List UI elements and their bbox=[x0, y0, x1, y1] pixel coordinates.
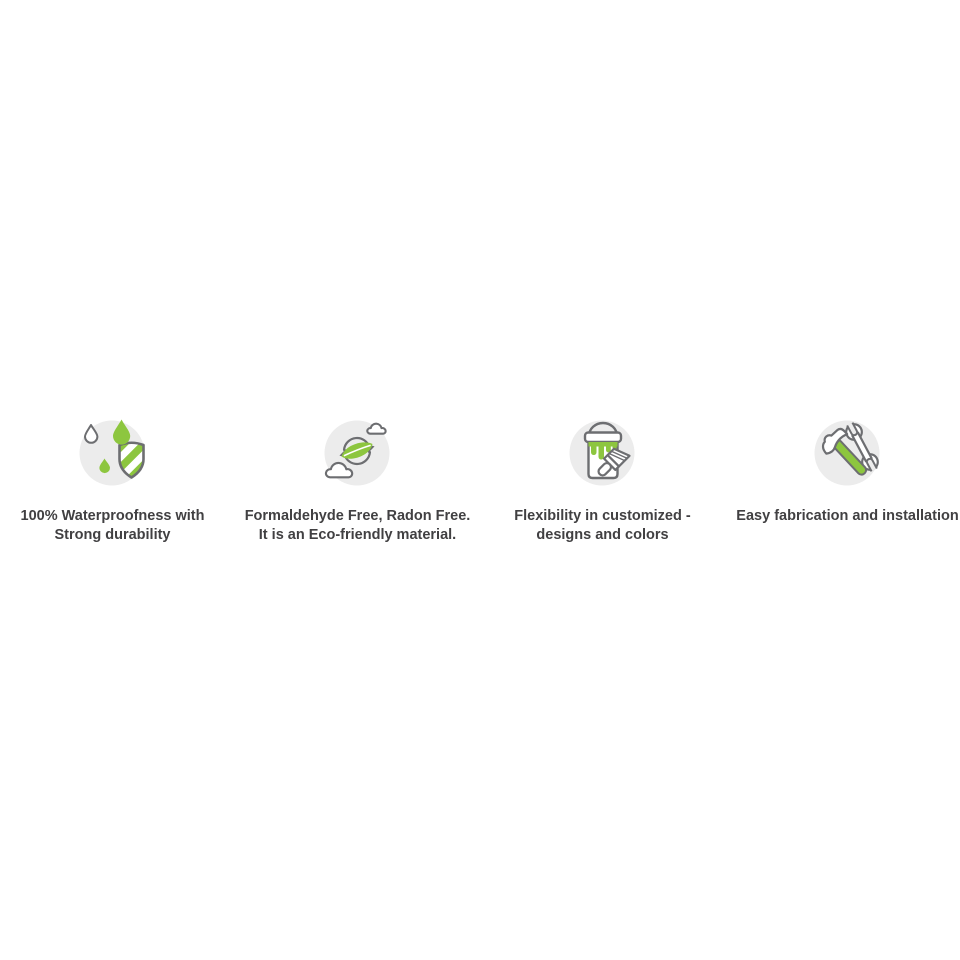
feature-caption bbox=[736, 507, 958, 526]
feature-waterproofness bbox=[0, 416, 235, 545]
feature-easy-installation bbox=[725, 416, 960, 545]
caption-line: Flexibility in customized - bbox=[514, 508, 691, 524]
features-row bbox=[0, 416, 960, 545]
eco-recycle-leaf-icon bbox=[320, 416, 396, 492]
waterproof-shield-icon bbox=[75, 416, 151, 492]
caption-line: Strong durability bbox=[54, 527, 171, 543]
feature-custom-designs bbox=[480, 416, 725, 545]
paint-bucket-brush-icon bbox=[565, 416, 641, 492]
caption-line: Easy fabrication and installation bbox=[736, 508, 959, 524]
feature-caption bbox=[514, 507, 690, 545]
caption-line: designs and colors bbox=[536, 527, 669, 543]
feature-caption bbox=[21, 507, 205, 545]
hammer-wrench-icon bbox=[810, 416, 886, 492]
caption-line: It is an Eco-friendly material. bbox=[258, 527, 457, 543]
caption-line: 100% Waterproofness with bbox=[20, 508, 205, 524]
feature-eco-friendly bbox=[235, 416, 480, 545]
feature-caption bbox=[245, 507, 471, 545]
caption-line: Formaldehyde Free, Radon Free. bbox=[244, 508, 471, 524]
